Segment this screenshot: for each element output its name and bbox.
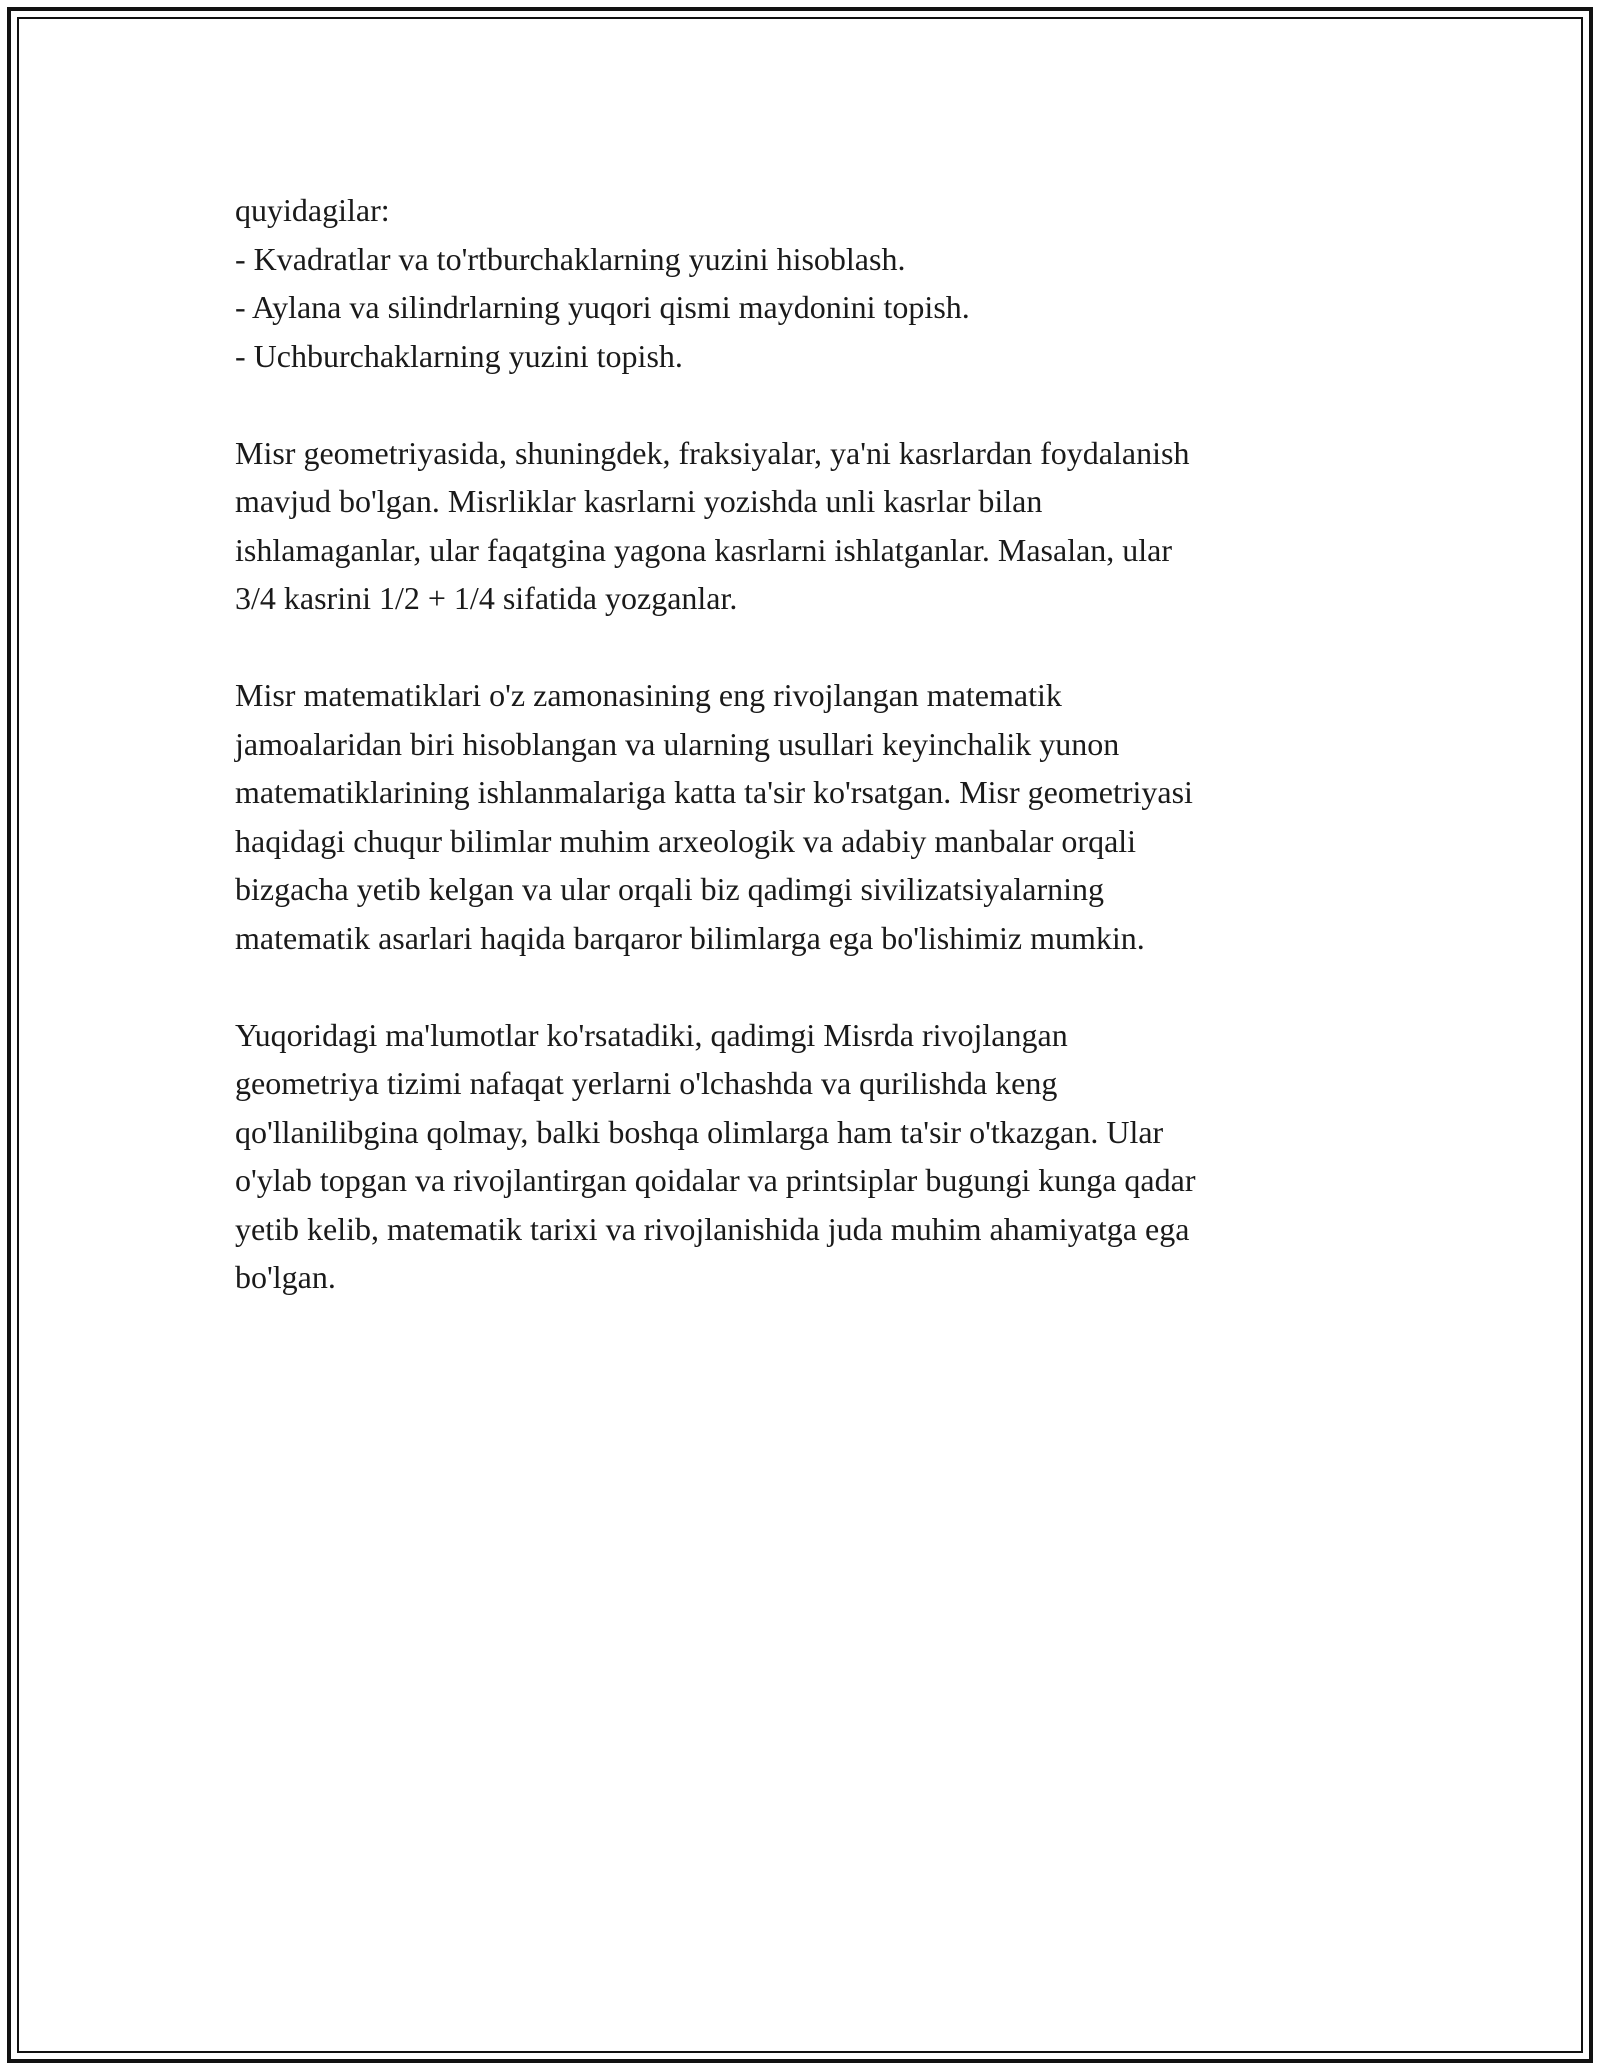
list-item: - Uchburchaklarning yuzini topish. <box>235 337 683 374</box>
text-line: 3/4 kasrini 1/2 + 1/4 sifatida yozganlar. <box>235 580 738 616</box>
text-line: matematik asarlari haqida barqaror bilimlarga ega bo'lishimiz mumkin. <box>235 919 1145 956</box>
paragraph-mathematicians <box>235 671 1375 962</box>
text-line: Misr matematiklari o'z zamonasining eng rivojlangan matematik <box>235 677 1062 713</box>
paragraph-fractions <box>235 429 1375 623</box>
text-line: bo'lgan. <box>235 1259 336 1295</box>
paragraph-conclusion <box>235 1011 1375 1302</box>
text-line: yetib kelib, matematik tarixi va rivojlanishida juda muhim ahamiyatga ega <box>235 1210 1190 1247</box>
text-line: mavjud bo'lgan. Misrliklar kasrlarni yozishda unli kasrlar bilan <box>235 483 1043 519</box>
text-line: bizgacha yetib kelgan va ular orqali biz qadimgi sivilizatsiyalarning <box>235 871 1105 907</box>
text-line: geometriya tizimi nafaqat yerlarni o'lchashda va qurilishda keng <box>235 1065 1058 1101</box>
text-line: qo'llanilibgina qolmay, balki boshqa olimlarga ham ta'sir o'tkazgan. Ular <box>235 1113 1164 1150</box>
text-line: o'ylab topgan va rivojlantirgan qoidalar va printsiplar bugungi kunga qadar <box>235 1162 1196 1198</box>
document-body <box>235 186 1375 1350</box>
text-line: matematiklarining ishlanmalariga katta ta'sir ko'rsatgan. Misr geometriyasi <box>235 774 1193 810</box>
list-item: - Kvadratlar va to'rtburchaklarning yuzini hisoblash. <box>235 240 906 277</box>
text-line: jamoalaridan biri hisoblangan va ularning usullari keyinchalik yunon <box>235 725 1120 762</box>
intro-list <box>235 186 1375 380</box>
text-line: ishlamaganlar, ular faqatgina yagona kasrlarni ishlatganlar. Masalan, ular <box>235 531 1173 568</box>
list-item: - Aylana va silindrlarning yuqori qismi maydonini topish. <box>235 289 970 325</box>
text-line: haqidagi chuqur bilimlar muhim arxeologik va adabiy manbalar orqali <box>235 822 1137 859</box>
text-line: Misr geometriyasida, shuningdek, fraksiyalar, ya'ni kasrlardan foydalanish <box>235 434 1190 471</box>
text-line: Yuqoridagi ma'lumotlar ko'rsatadiki, qadimgi Misrda rivojlangan <box>235 1016 1068 1053</box>
intro-lead: quyidagilar: <box>235 192 390 228</box>
